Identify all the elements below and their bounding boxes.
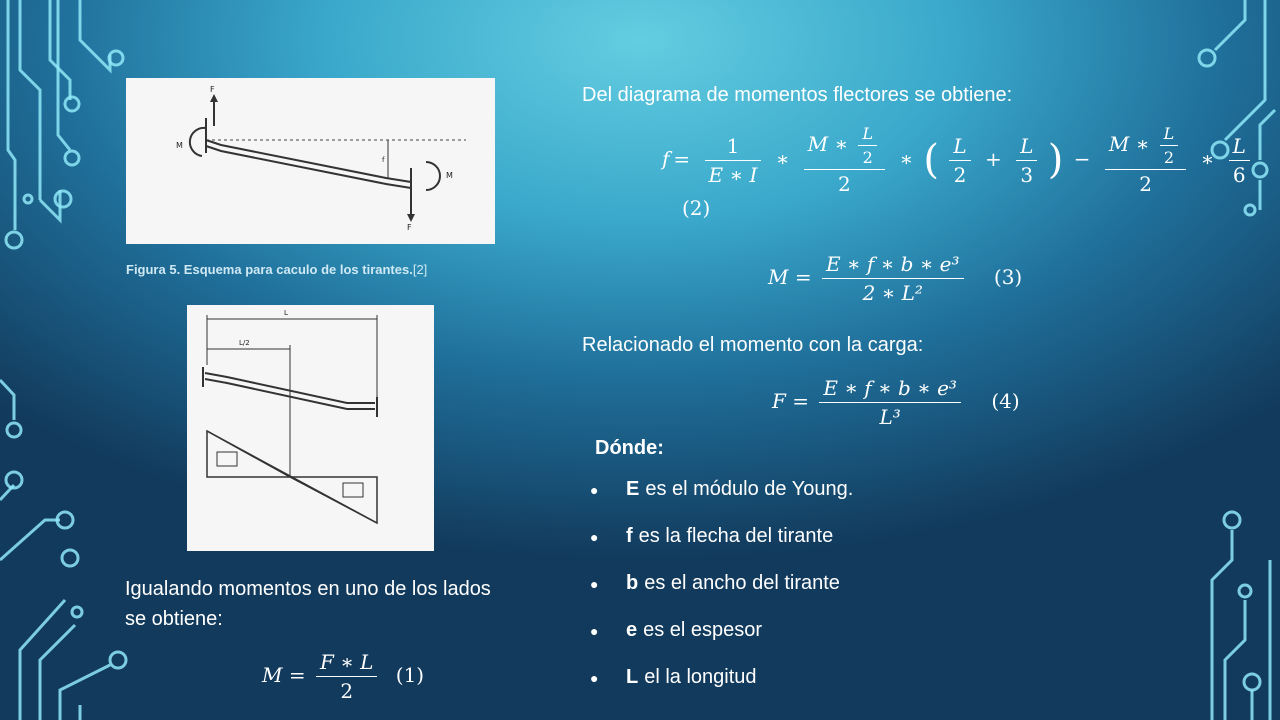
equation-4-denominator: L³ — [819, 402, 961, 429]
where-heading: Dónde: — [595, 437, 664, 459]
definitions-list — [590, 478, 853, 713]
moment-diagram-figure — [187, 305, 434, 551]
definition-text: es la flecha del tirante — [638, 525, 834, 547]
definition-symbol: f — [626, 525, 633, 547]
circle-bullet-icon: ● — [590, 482, 599, 498]
circle-bullet-icon: ● — [590, 623, 599, 639]
list-item — [590, 619, 853, 666]
equation-1-number: (1) — [395, 663, 425, 687]
deflection-label: f — [382, 156, 385, 164]
equation-3-numerator: E ∗ f ∗ b ∗ e³ — [825, 252, 960, 276]
equation-3-denominator: 2 ∗ L² — [822, 278, 964, 305]
force-label-bottom: F — [407, 223, 412, 232]
definition-symbol: e — [626, 619, 638, 641]
equation-1-numerator: F ∗ L — [319, 650, 374, 674]
definition-symbol: L — [626, 666, 639, 688]
relation-intro: Relacionado el momento con la carga: — [582, 334, 924, 356]
equation-3-number: (3) — [993, 265, 1023, 289]
circle-bullet-icon: ● — [590, 670, 599, 686]
moment-label-left: M — [176, 141, 183, 150]
equation-1-denominator: 2 — [316, 676, 377, 703]
figure-caption — [126, 262, 506, 277]
half-length-label: L/2 — [239, 339, 250, 347]
equation-4-numerator: E ∗ f ∗ b ∗ e³ — [823, 376, 957, 400]
definition-symbol: E — [626, 478, 640, 500]
caption-text: Figura 5. Esquema para caculo de los tirantes. — [126, 262, 413, 277]
circle-bullet-icon: ● — [590, 576, 599, 592]
beam-schematic-figure — [126, 78, 495, 244]
definition-symbol: b — [626, 572, 639, 594]
force-label-top: F — [210, 85, 215, 94]
equation-2: f = $\frac{1}{E ∗ I}$ ∗ M ∗ $\frac{L}{2}$ 2 ∗ ( $\frac{L}{2}$ + $\frac{L}{3}$ ) − M ∗ $\frac{L}{2}$ 2 ∗ $\frac{L}{6}$ (2) — [662, 124, 1280, 220]
definition-text: el la longitud — [644, 666, 757, 688]
equation-3 — [768, 252, 1022, 305]
list-item — [590, 572, 853, 619]
equation-1-lhs: M = — [262, 663, 306, 687]
length-label: L — [284, 309, 288, 317]
equation-4 — [772, 376, 1020, 429]
caption-reference: [2] — [412, 262, 428, 277]
equal-moments-intro: Igualando momentos en uno de los lados se obtiene: — [125, 578, 491, 630]
moment-diagram-intro: Del diagrama de momentos flectores se obtiene: — [582, 84, 1013, 106]
definition-text: es el ancho del tirante — [644, 572, 840, 594]
moment-label-right: M — [446, 171, 453, 180]
list-item — [590, 525, 853, 572]
equation-3-lhs: M = — [768, 265, 812, 289]
definition-text: es el espesor — [643, 619, 763, 641]
circle-bullet-icon: ● — [590, 529, 599, 545]
list-item — [590, 666, 853, 713]
equation-4-number: (4) — [991, 389, 1020, 413]
equation-2-number: (2) — [682, 196, 711, 220]
definition-text: es el módulo de Young. — [645, 478, 854, 500]
equation-1 — [262, 650, 424, 703]
list-item — [590, 478, 853, 525]
equation-4-lhs: F = — [772, 389, 809, 413]
